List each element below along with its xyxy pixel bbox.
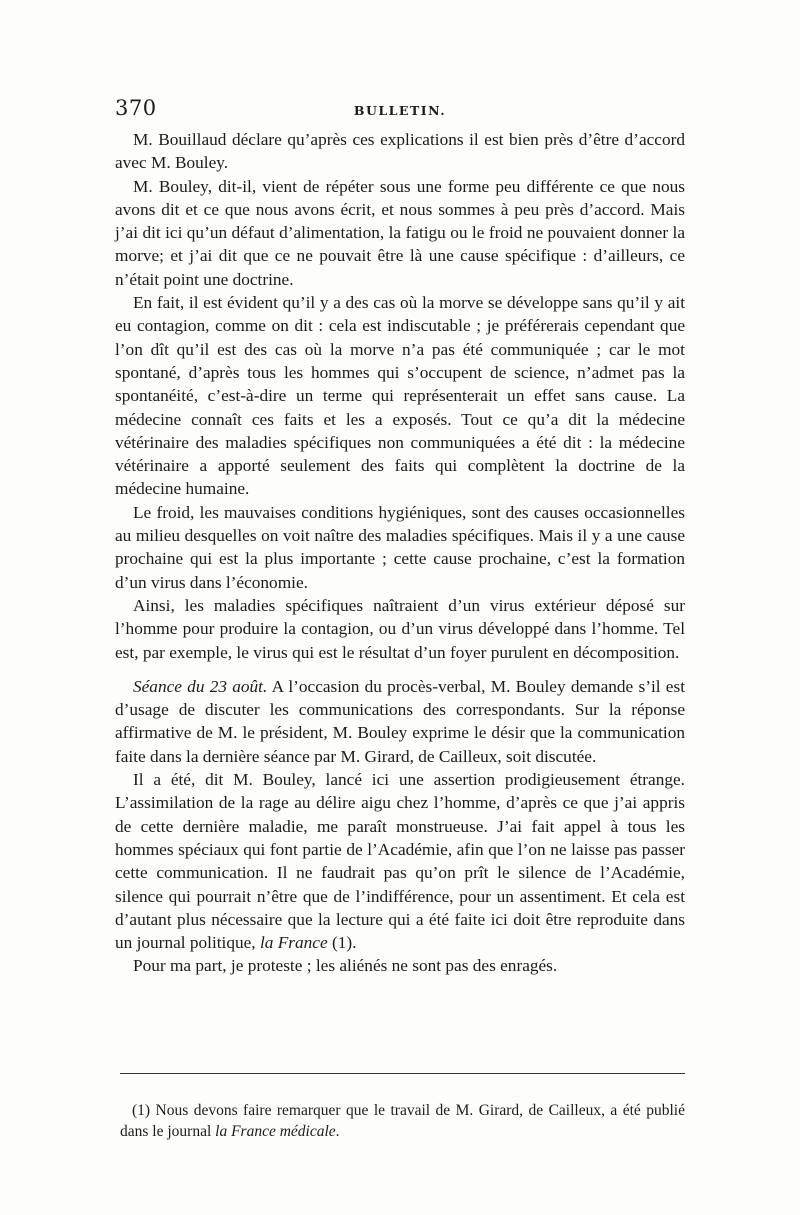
paragraph: Pour ma part, je proteste ; les aliénés ne sont pas des enragés. bbox=[133, 956, 558, 976]
seance-label: Séance du 23 août. bbox=[133, 676, 268, 696]
paragraph: Le froid, les mauvaises conditions hygiéniques, sont des causes occasionnelles au milieu desquelles on voit naître des maladies spécifiques. Mais il y a une cause prochaine qui est la plus importante ; cette cause prochaine, c’est la formation d’un virus dans l’économie. bbox=[115, 502, 685, 592]
seance-paragraph bbox=[115, 675, 685, 768]
footnote-journal: la France médicale bbox=[215, 1123, 336, 1140]
paragraph bbox=[115, 768, 685, 954]
page-number: 370 bbox=[115, 96, 157, 120]
paragraph: En fait, il est évident qu’il y a des cas où la morve se développe sans qu’il y ait eu contagion, comme on dit : cela est indiscutable ; je préférerais cependant que l’on dît qu’il est des cas où la morve n’a pas été communiquée ; car le mot spontané, d’après tous les hommes qui s’occupent de science, n’admet pas la spontanéité, c’est-à-dire un terme qui représenterait un effet sans cause. La médecine connaît ces faits et les a exposés. Tout ce qu’a dit la médecine vétérinaire des maladies spécifiques non communiquées a été dit : la médecine vétérinaire a apporté seulement des faits qui complètent la doctrine de la médecine humaine. bbox=[115, 293, 685, 499]
running-head: BULLETIN. bbox=[353, 103, 447, 118]
paragraph: Ainsi, les maladies spécifiques naîtraient d’un virus extérieur déposé sur l’homme pour produire la contagion, ou d’un virus développé dans l’homme. Tel est, par exemple, le virus qui est le résultat d’un foyer purulent en décomposition. bbox=[115, 595, 685, 662]
footnote-ref: (1). bbox=[327, 933, 357, 953]
paragraph: M. Bouley, dit-il, vient de répéter sous une forme peu différente ce que nous avons dit et ce que nous avons écrit, et nous sommes à peu près d’accord. Mais j’ai dit ici qu’un défaut d’alimentation, la fatigu ou le froid ne pouvaient donner la morve; et j’ai dit que ce ne pouvait être là une cause spécifique : d’ailleurs, ce n’était point une doctrine. bbox=[115, 176, 685, 289]
journal-title: la France bbox=[259, 933, 328, 953]
footnote bbox=[120, 1100, 685, 1142]
seance-text: A l’occasion du procès-verbal, M. Bouley demande s’il est d’usage de discuter les communications des correspondants. Sur la réponse affirmative de M. le président, M. Bouley exprime le désir que la communication faite dans la dernière séance par M. Girard, de Cailleux, soit discutée. bbox=[115, 676, 685, 766]
footnote-rule bbox=[120, 1073, 685, 1074]
footnote-end: . bbox=[335, 1123, 340, 1140]
page-header bbox=[115, 96, 685, 126]
body-text bbox=[115, 128, 685, 978]
paragraph: M. Bouillaud déclare qu’après ces explications il est bien près d’être d’accord avec M. Bouley. bbox=[115, 130, 685, 173]
footnote-text: (1) Nous devons faire remarquer que le travail de M. Girard, de Cailleux, a été publié dans le journal bbox=[120, 1102, 685, 1140]
paragraph-text: Il a été, dit M. Bouley, lancé ici une assertion prodigieusement étrange. L’assimilation de la rage au délire aigu chez l’homme, d’après ce que j’ai appris de cette dernière maladie, me paraît monstrueuse. J’ai fait appel à tous les hommes spéciaux qui font partie de l’Académie, afin que l’on ne laisse pas passer cette communication. Il ne faudrait pas qu’on prît le silence de l’Académie, silence qui pourrait n’être que de l’indifférence, pour un assentiment. Et cela est d’autant plus nécessaire que la lecture qui a été faite ici doit être reproduite dans un journal politique, bbox=[115, 770, 685, 953]
